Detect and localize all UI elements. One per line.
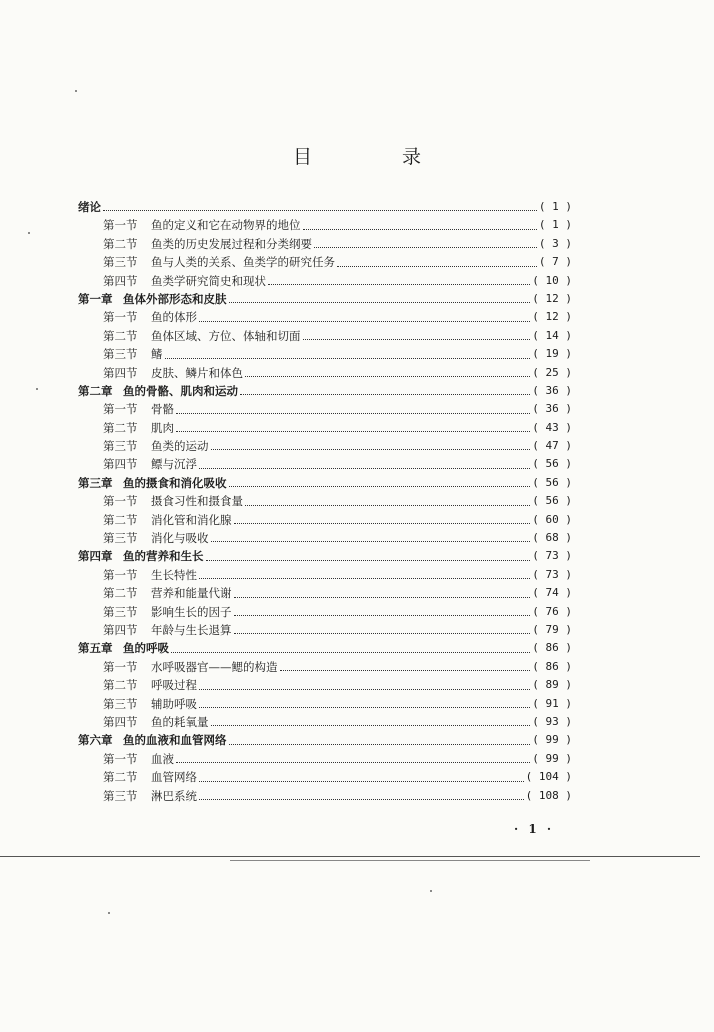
entry-page-number: ( 74 ) xyxy=(530,584,572,602)
entry-title xyxy=(103,584,234,602)
entry-page-number: ( 99 ) xyxy=(530,750,572,768)
entry-title xyxy=(103,400,176,418)
entry-number: 第一节 xyxy=(103,402,138,417)
entry-page-number: ( 47 ) xyxy=(530,437,572,455)
leader-dots xyxy=(211,541,530,542)
entry-label: 影响生长的因子 xyxy=(151,604,232,619)
entry-label: 营养和能量代谢 xyxy=(151,586,232,601)
entry-page-number: ( 10 ) xyxy=(530,272,572,290)
entry-label: 鱼的呼吸 xyxy=(123,641,169,656)
entry-number: 第三节 xyxy=(103,604,138,619)
leader-dots xyxy=(176,431,530,432)
entry-page-number: ( 73 ) xyxy=(530,547,572,565)
entry-page-number: ( 91 ) xyxy=(530,695,572,713)
entry-number: 第一节 xyxy=(103,751,138,766)
leader-dots xyxy=(303,229,537,230)
entry-label: 鱼类的运动 xyxy=(151,439,209,454)
toc-section-entry[interactable] xyxy=(78,437,572,455)
toc-section-entry[interactable] xyxy=(78,603,572,621)
entry-label: 绪论 xyxy=(78,200,101,214)
leader-dots xyxy=(229,302,530,303)
toc-section-entry[interactable] xyxy=(78,511,572,529)
leader-dots xyxy=(176,413,530,414)
entry-title xyxy=(103,253,337,271)
entry-label: 鱼的摄食和消化吸收 xyxy=(123,475,227,490)
toc-section-entry[interactable] xyxy=(78,695,572,713)
entry-page-number: ( 36 ) xyxy=(530,382,572,400)
entry-page-number: ( 1 ) xyxy=(537,216,572,234)
leader-dots xyxy=(206,560,530,561)
entry-title xyxy=(103,437,211,455)
leader-dots xyxy=(303,339,530,340)
leader-dots xyxy=(199,321,530,322)
entry-page-number: ( 76 ) xyxy=(530,603,572,621)
toc-section-entry[interactable] xyxy=(78,584,572,602)
toc-section-entry[interactable] xyxy=(78,455,572,473)
entry-page-number: ( 79 ) xyxy=(530,621,572,639)
entry-label: 鳍 xyxy=(151,347,163,362)
entry-title xyxy=(103,750,176,768)
entry-label: 消化管和消化腺 xyxy=(151,512,232,527)
leader-dots xyxy=(229,486,530,487)
entry-title xyxy=(78,639,171,657)
entry-title xyxy=(103,695,199,713)
toc-section-entry[interactable] xyxy=(78,308,572,326)
entry-title xyxy=(103,308,199,326)
toc-section-entry[interactable] xyxy=(78,713,572,731)
entry-number: 第四节 xyxy=(103,714,138,729)
entry-page-number: ( 25 ) xyxy=(530,364,572,382)
scan-speck xyxy=(108,912,110,914)
entry-number: 第一节 xyxy=(103,494,138,509)
toc-section-entry[interactable] xyxy=(78,787,572,805)
entry-number: 第一节 xyxy=(103,310,138,325)
entry-label: 肌肉 xyxy=(151,420,174,435)
entry-number: 第三章 xyxy=(78,475,113,490)
entry-page-number: ( 93 ) xyxy=(530,713,572,731)
entry-label: 鱼的耗氧量 xyxy=(151,714,209,729)
leader-dots xyxy=(229,744,530,745)
entry-label: 骨骼 xyxy=(151,402,174,417)
entry-label: 鱼类的历史发展过程和分类纲要 xyxy=(151,236,312,251)
toc-chapter-entry[interactable] xyxy=(78,382,572,400)
entry-number: 第四节 xyxy=(103,273,138,288)
toc-section-entry[interactable] xyxy=(78,216,572,234)
entry-number: 第四节 xyxy=(103,365,138,380)
entry-number: 第三节 xyxy=(103,696,138,711)
scan-edge-line xyxy=(0,856,700,857)
entry-page-number: ( 89 ) xyxy=(530,676,572,694)
toc-section-entry[interactable] xyxy=(78,529,572,547)
leader-dots xyxy=(245,376,530,377)
entry-label: 鱼的定义和它在动物界的地位 xyxy=(151,218,301,233)
entry-label: 生长特性 xyxy=(151,567,197,582)
entry-number: 第二节 xyxy=(103,586,138,601)
toc-section-entry[interactable] xyxy=(78,676,572,694)
page-folio: · 1 · xyxy=(514,822,555,836)
entry-title xyxy=(78,382,240,400)
leader-dots xyxy=(234,523,530,524)
entry-title xyxy=(103,272,268,290)
table-of-contents xyxy=(78,198,572,805)
entry-number: 第二节 xyxy=(103,420,138,435)
entry-page-number: ( 12 ) xyxy=(530,290,572,308)
entry-title xyxy=(78,731,229,749)
entry-title xyxy=(103,566,199,584)
leader-dots xyxy=(240,394,530,395)
entry-label: 鱼体外部形态和皮肤 xyxy=(123,291,227,306)
entry-page-number: ( 68 ) xyxy=(530,529,572,547)
entry-page-number: ( 7 ) xyxy=(537,253,572,271)
entry-number: 第六章 xyxy=(78,733,113,748)
entry-label: 鳔与沉浮 xyxy=(151,457,197,472)
entry-label: 鱼的营养和生长 xyxy=(123,549,204,564)
leader-dots xyxy=(234,597,530,598)
entry-page-number: ( 43 ) xyxy=(530,419,572,437)
entry-label: 鱼类学研究简史和现状 xyxy=(151,273,266,288)
toc-section-entry[interactable] xyxy=(78,750,572,768)
entry-title xyxy=(103,419,176,437)
entry-number: 第一节 xyxy=(103,567,138,582)
entry-label: 血管网络 xyxy=(151,770,197,785)
leader-dots xyxy=(245,505,530,506)
entry-title xyxy=(78,474,229,492)
toc-section-entry[interactable] xyxy=(78,400,572,418)
entry-title xyxy=(103,492,245,510)
toc-section-entry[interactable] xyxy=(78,658,572,676)
leader-dots xyxy=(103,210,537,211)
leader-dots xyxy=(211,725,530,726)
leader-dots xyxy=(176,762,530,763)
entry-page-number: ( 99 ) xyxy=(530,731,572,749)
entry-title xyxy=(103,603,234,621)
leader-dots xyxy=(268,284,530,285)
entry-number: 第四节 xyxy=(103,622,138,637)
leader-dots xyxy=(199,781,524,782)
entry-label: 淋巴系统 xyxy=(151,788,197,803)
entry-number: 第二节 xyxy=(103,770,138,785)
entry-number: 第四节 xyxy=(103,457,138,472)
toc-section-entry[interactable] xyxy=(78,419,572,437)
entry-label: 水呼吸器官——鳃的构造 xyxy=(151,659,278,674)
scan-speck xyxy=(36,388,38,390)
entry-page-number: ( 12 ) xyxy=(530,308,572,326)
entry-page-number: ( 19 ) xyxy=(530,345,572,363)
leader-dots xyxy=(234,615,530,616)
entry-title xyxy=(103,511,234,529)
entry-label: 皮肤、鳞片和体色 xyxy=(151,365,243,380)
entry-label: 辅助呼吸 xyxy=(151,696,197,711)
entry-title xyxy=(103,658,280,676)
entry-number: 第三节 xyxy=(103,788,138,803)
leader-dots xyxy=(171,652,530,653)
leader-dots xyxy=(337,266,537,267)
leader-dots xyxy=(314,247,537,248)
toc-section-entry[interactable] xyxy=(78,272,572,290)
entry-page-number: ( 3 ) xyxy=(537,235,572,253)
entry-title xyxy=(103,216,303,234)
entry-title xyxy=(103,621,234,639)
toc-section-entry[interactable] xyxy=(78,345,572,363)
toc-section-entry[interactable] xyxy=(78,621,572,639)
entry-label: 年龄与生长退算 xyxy=(151,622,232,637)
leader-dots xyxy=(211,449,530,450)
entry-number: 第二节 xyxy=(103,678,138,693)
entry-number: 第三节 xyxy=(103,439,138,454)
toc-chapter-entry[interactable] xyxy=(78,474,572,492)
entry-title xyxy=(78,547,206,565)
entry-title xyxy=(103,235,314,253)
toc-chapter-entry[interactable] xyxy=(78,290,572,308)
entry-title xyxy=(103,345,165,363)
toc-section-entry[interactable] xyxy=(78,253,572,271)
entry-title xyxy=(78,198,103,216)
entry-page-number: ( 108 ) xyxy=(524,787,572,805)
entry-number: 第一节 xyxy=(103,659,138,674)
entry-title xyxy=(103,787,199,805)
entry-number: 第二节 xyxy=(103,236,138,251)
entry-title xyxy=(103,676,199,694)
entry-label: 鱼的骨骼、肌肉和运动 xyxy=(123,383,238,398)
entry-title xyxy=(103,713,211,731)
scan-speck xyxy=(28,232,30,234)
toc-chapter-entry[interactable] xyxy=(78,639,572,657)
entry-label: 鱼与人类的关系、鱼类学的研究任务 xyxy=(151,255,335,270)
entry-title xyxy=(103,327,303,345)
leader-dots xyxy=(234,633,530,634)
leader-dots xyxy=(199,799,524,800)
toc-section-entry[interactable] xyxy=(78,566,572,584)
toc-section-entry[interactable] xyxy=(78,327,572,345)
leader-dots xyxy=(199,689,530,690)
entry-title xyxy=(103,529,211,547)
entry-page-number: ( 36 ) xyxy=(530,400,572,418)
entry-page-number: ( 14 ) xyxy=(530,327,572,345)
entry-page-number: ( 56 ) xyxy=(530,474,572,492)
entry-label: 呼吸过程 xyxy=(151,678,197,693)
leader-dots xyxy=(199,468,530,469)
entry-number: 第五章 xyxy=(78,641,113,656)
entry-number: 第二节 xyxy=(103,328,138,343)
entry-label: 鱼的血液和血管网络 xyxy=(123,733,227,748)
entry-title xyxy=(103,455,199,473)
toc-section-entry[interactable] xyxy=(78,364,572,382)
entry-number: 第一章 xyxy=(78,291,113,306)
entry-label: 鱼的体形 xyxy=(151,310,197,325)
entry-title xyxy=(103,768,199,786)
entry-label: 鱼体区域、方位、体轴和切面 xyxy=(151,328,301,343)
page-title: 目 录 xyxy=(292,146,464,168)
entry-number: 第四章 xyxy=(78,549,113,564)
entry-page-number: ( 86 ) xyxy=(530,658,572,676)
entry-number: 第二章 xyxy=(78,383,113,398)
entry-title xyxy=(78,290,229,308)
entry-number: 第一节 xyxy=(103,218,138,233)
entry-page-number: ( 104 ) xyxy=(524,768,572,786)
toc-chapter-entry[interactable] xyxy=(78,731,572,749)
entry-page-number: ( 60 ) xyxy=(530,511,572,529)
toc-chapter-entry[interactable] xyxy=(78,198,572,216)
entry-number: 第三节 xyxy=(103,347,138,362)
entry-label: 摄食习性和摄食量 xyxy=(151,494,243,509)
entry-number: 第三节 xyxy=(103,255,138,270)
entry-page-number: ( 56 ) xyxy=(530,455,572,473)
scan-speck xyxy=(430,890,432,892)
entry-label: 消化与吸收 xyxy=(151,531,209,546)
toc-section-entry[interactable] xyxy=(78,768,572,786)
toc-section-entry[interactable] xyxy=(78,235,572,253)
entry-page-number: ( 86 ) xyxy=(530,639,572,657)
entry-page-number: ( 56 ) xyxy=(530,492,572,510)
entry-title xyxy=(103,364,245,382)
entry-number: 第二节 xyxy=(103,512,138,527)
scan-speck xyxy=(75,90,77,92)
toc-chapter-entry[interactable] xyxy=(78,547,572,565)
leader-dots xyxy=(165,358,530,359)
leader-dots xyxy=(199,578,530,579)
entry-page-number: ( 1 ) xyxy=(537,198,572,216)
entry-page-number: ( 73 ) xyxy=(530,566,572,584)
toc-section-entry[interactable] xyxy=(78,492,572,510)
leader-dots xyxy=(199,707,530,708)
entry-label: 血液 xyxy=(151,751,174,766)
leader-dots xyxy=(280,670,530,671)
entry-number: 第三节 xyxy=(103,531,138,546)
scan-edge-line-faint xyxy=(230,860,590,861)
